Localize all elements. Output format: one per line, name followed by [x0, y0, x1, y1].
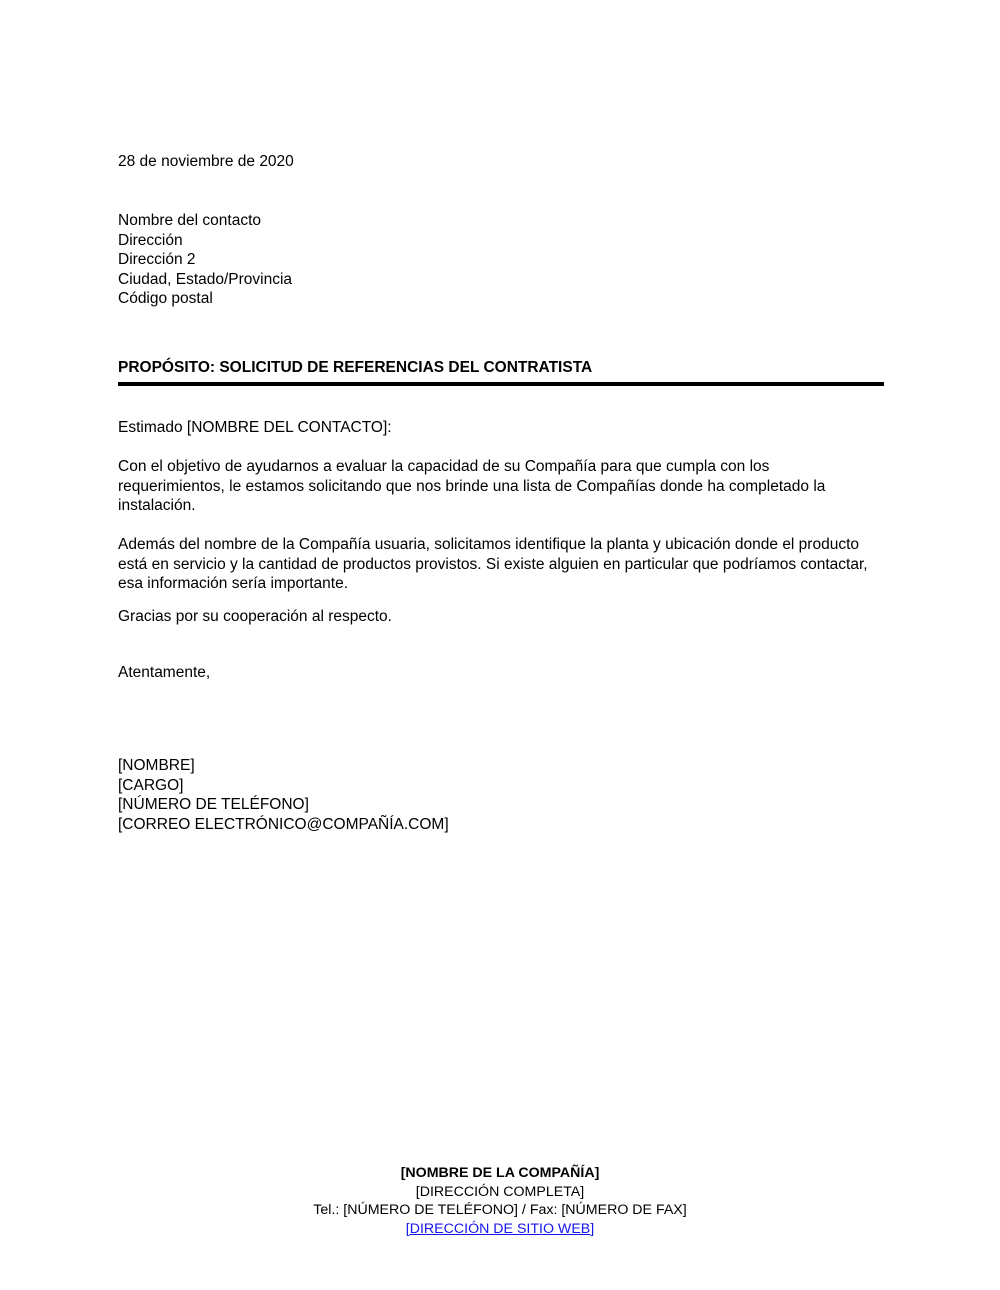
body-paragraph-3: Gracias por su cooperación al respecto.: [118, 608, 392, 625]
body-paragraph-2: Además del nombre de la Compañía usuaria, solicitamos identifique la planta y ubicación donde el producto está en servicio y la cantidad de productos provistos. Si existe alguien en particular que podríamos contactar, esa información sería importante.: [118, 536, 868, 593]
signature-email: [CORREO ELECTRÓNICO@COMPAÑÍA.COM]: [118, 815, 449, 833]
footer-website-link[interactable]: [DIRECCIÓN DE SITIO WEB]: [405, 1220, 595, 1237]
recipient-name: Nombre del contacto: [118, 212, 262, 229]
subject-heading: PROPÓSITO: SOLICITUD DE REFERENCIAS DEL CONTRATISTA: [118, 359, 593, 376]
footer-website-line: [0, 1220, 1000, 1239]
recipient-address-line-1: Dirección: [118, 231, 183, 249]
page-footer: [0, 1164, 1000, 1238]
signature-phone: [NÚMERO DE TELÉFONO]: [118, 796, 309, 813]
footer-address: [DIRECCIÓN COMPLETA]: [415, 1183, 585, 1200]
letter-date: 28 de noviembre de 2020: [118, 153, 294, 170]
recipient-city-state: Ciudad, Estado/Provincia: [118, 270, 293, 288]
closing-salutation: Atentamente,: [118, 664, 211, 681]
footer-company-name: [NOMBRE DE LA COMPAÑÍA]: [400, 1165, 600, 1181]
salutation: Estimado [NOMBRE DEL CONTACTO]:: [118, 419, 392, 436]
subject-block: [118, 358, 884, 386]
horizontal-rule: [118, 382, 884, 386]
recipient-address-line-2: Dirección 2: [118, 251, 196, 268]
signature-block: [118, 756, 449, 834]
footer-phone-fax: Tel.: [NÚMERO DE TELÉFONO] / Fax: [NÚMERO DE FAX]: [313, 1202, 687, 1219]
body-paragraph-1: Con el objetivo de ayudarnos a evaluar la capacidad de su Compañía para que cumpla con los requerimientos, le estamos solicitando que nos brinde una lista de Compañías donde ha completado la instalación.: [118, 458, 826, 515]
recipient-postal-code: Código postal: [118, 290, 213, 307]
recipient-address-block: [118, 211, 292, 309]
signature-name: [NOMBRE]: [118, 757, 195, 774]
signature-title: [CARGO]: [118, 776, 184, 794]
